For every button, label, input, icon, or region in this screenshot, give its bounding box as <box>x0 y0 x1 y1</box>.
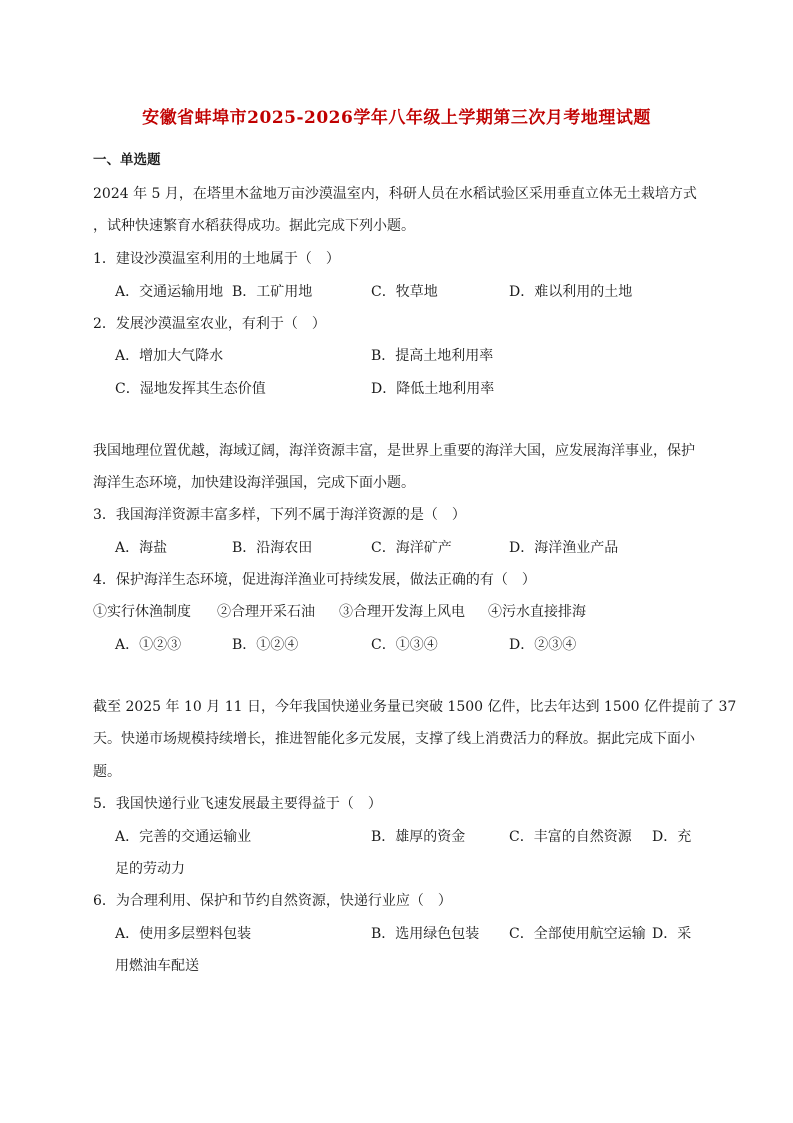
question-4-item-4: ④污水直接排海 <box>488 604 586 620</box>
passage-3-line-2: 天。快递市场规模持续增长，推进智能化多元发展，支撑了线上消费活力的释放。据此完成下面小 <box>93 731 695 747</box>
question-1-option-b: B．工矿用地 <box>232 284 313 300</box>
question-6-option-d-continued: 用燃油车配送 <box>115 958 199 974</box>
question-5-option-d: D．充 <box>652 829 692 845</box>
question-5-option-a: A．完善的交通运输业 <box>115 829 252 845</box>
question-3-option-a: A．海盐 <box>115 540 168 556</box>
question-6-stem: 6．为合理利用、保护和节约自然资源，快递行业应（ ） <box>93 893 452 909</box>
passage-1-line-1: 2024 年 5 月，在塔里木盆地万亩沙漠温室内，科研人员在水稻试验区采用垂直立体无土栽培方式 <box>93 186 697 202</box>
passage-2-line-2: 海洋生态环境，加快建设海洋强国，完成下面小题。 <box>93 475 415 491</box>
question-3-option-d: D．海洋渔业产品 <box>509 540 619 556</box>
question-2-option-b: B．提高土地利用率 <box>371 348 494 364</box>
passage-1-line-2: ，试种快速繁育水稻获得成功。据此完成下列小题。 <box>93 218 415 234</box>
question-1-option-c: C．牧草地 <box>371 284 438 300</box>
question-4-item-3: ③合理开发海上风电 <box>339 604 465 620</box>
question-4-option-d: D．②③④ <box>509 637 577 653</box>
question-2-stem: 2．发展沙漠温室农业，有利于（ ） <box>93 316 326 332</box>
question-5-stem: 5．我国快递行业飞速发展最主要得益于（ ） <box>93 796 382 812</box>
question-3-option-b: B．沿海农田 <box>232 540 313 556</box>
question-4-option-b: B．①②④ <box>232 637 299 653</box>
question-5-option-c: C．丰富的自然资源 <box>509 829 632 845</box>
question-6-option-d: D．采 <box>652 926 692 942</box>
question-4-option-c: C．①③④ <box>371 637 438 653</box>
passage-3-line-3: 题。 <box>93 764 121 780</box>
question-6-option-a: A．使用多层塑料包装 <box>115 926 252 942</box>
question-2-option-a: A．增加大气降水 <box>115 348 224 364</box>
question-6-option-b: B．选用绿色包装 <box>371 926 480 942</box>
question-4-stem: 4．保护海洋生态环境，促进海洋渔业可持续发展，做法正确的有（ ） <box>93 572 536 588</box>
question-4-item-2: ②合理开采石油 <box>217 604 315 620</box>
question-2-option-c: C．湿地发挥其生态价值 <box>115 381 266 397</box>
question-4-option-a: A．①②③ <box>115 637 182 653</box>
question-3-stem: 3．我国海洋资源丰富多样，下列不属于海洋资源的是（ ） <box>93 507 466 523</box>
question-1-stem: 1．建设沙漠温室利用的土地属于（ ） <box>93 251 340 267</box>
question-3-option-c: C．海洋矿产 <box>371 540 452 556</box>
passage-3-line-1: 截至 2025 年 10 月 11 日，今年我国快递业务量已突破 1500 亿件，比去年达到 1500 亿件提前了 37 <box>93 699 737 715</box>
question-5-option-b: B．雄厚的资金 <box>371 829 466 845</box>
question-1-option-d: D．难以利用的土地 <box>509 284 633 300</box>
question-6-option-c: C．全部使用航空运输 <box>509 926 646 942</box>
question-4-item-1: ①实行休渔制度 <box>93 604 191 620</box>
exam-title: 安徽省蚌埠市2025-2026学年八年级上学期第三次月考地理试题 <box>142 108 651 128</box>
section-heading: 一、单选题 <box>93 152 161 168</box>
passage-2-line-1: 我国地理位置优越，海域辽阔，海洋资源丰富，是世界上重要的海洋大国，应发展海洋事业，保护 <box>93 443 695 459</box>
question-2-option-d: D．降低土地利用率 <box>371 381 495 397</box>
question-1-option-a: A．交通运输用地 <box>115 284 224 300</box>
question-5-option-d-continued: 足的劳动力 <box>115 861 185 877</box>
